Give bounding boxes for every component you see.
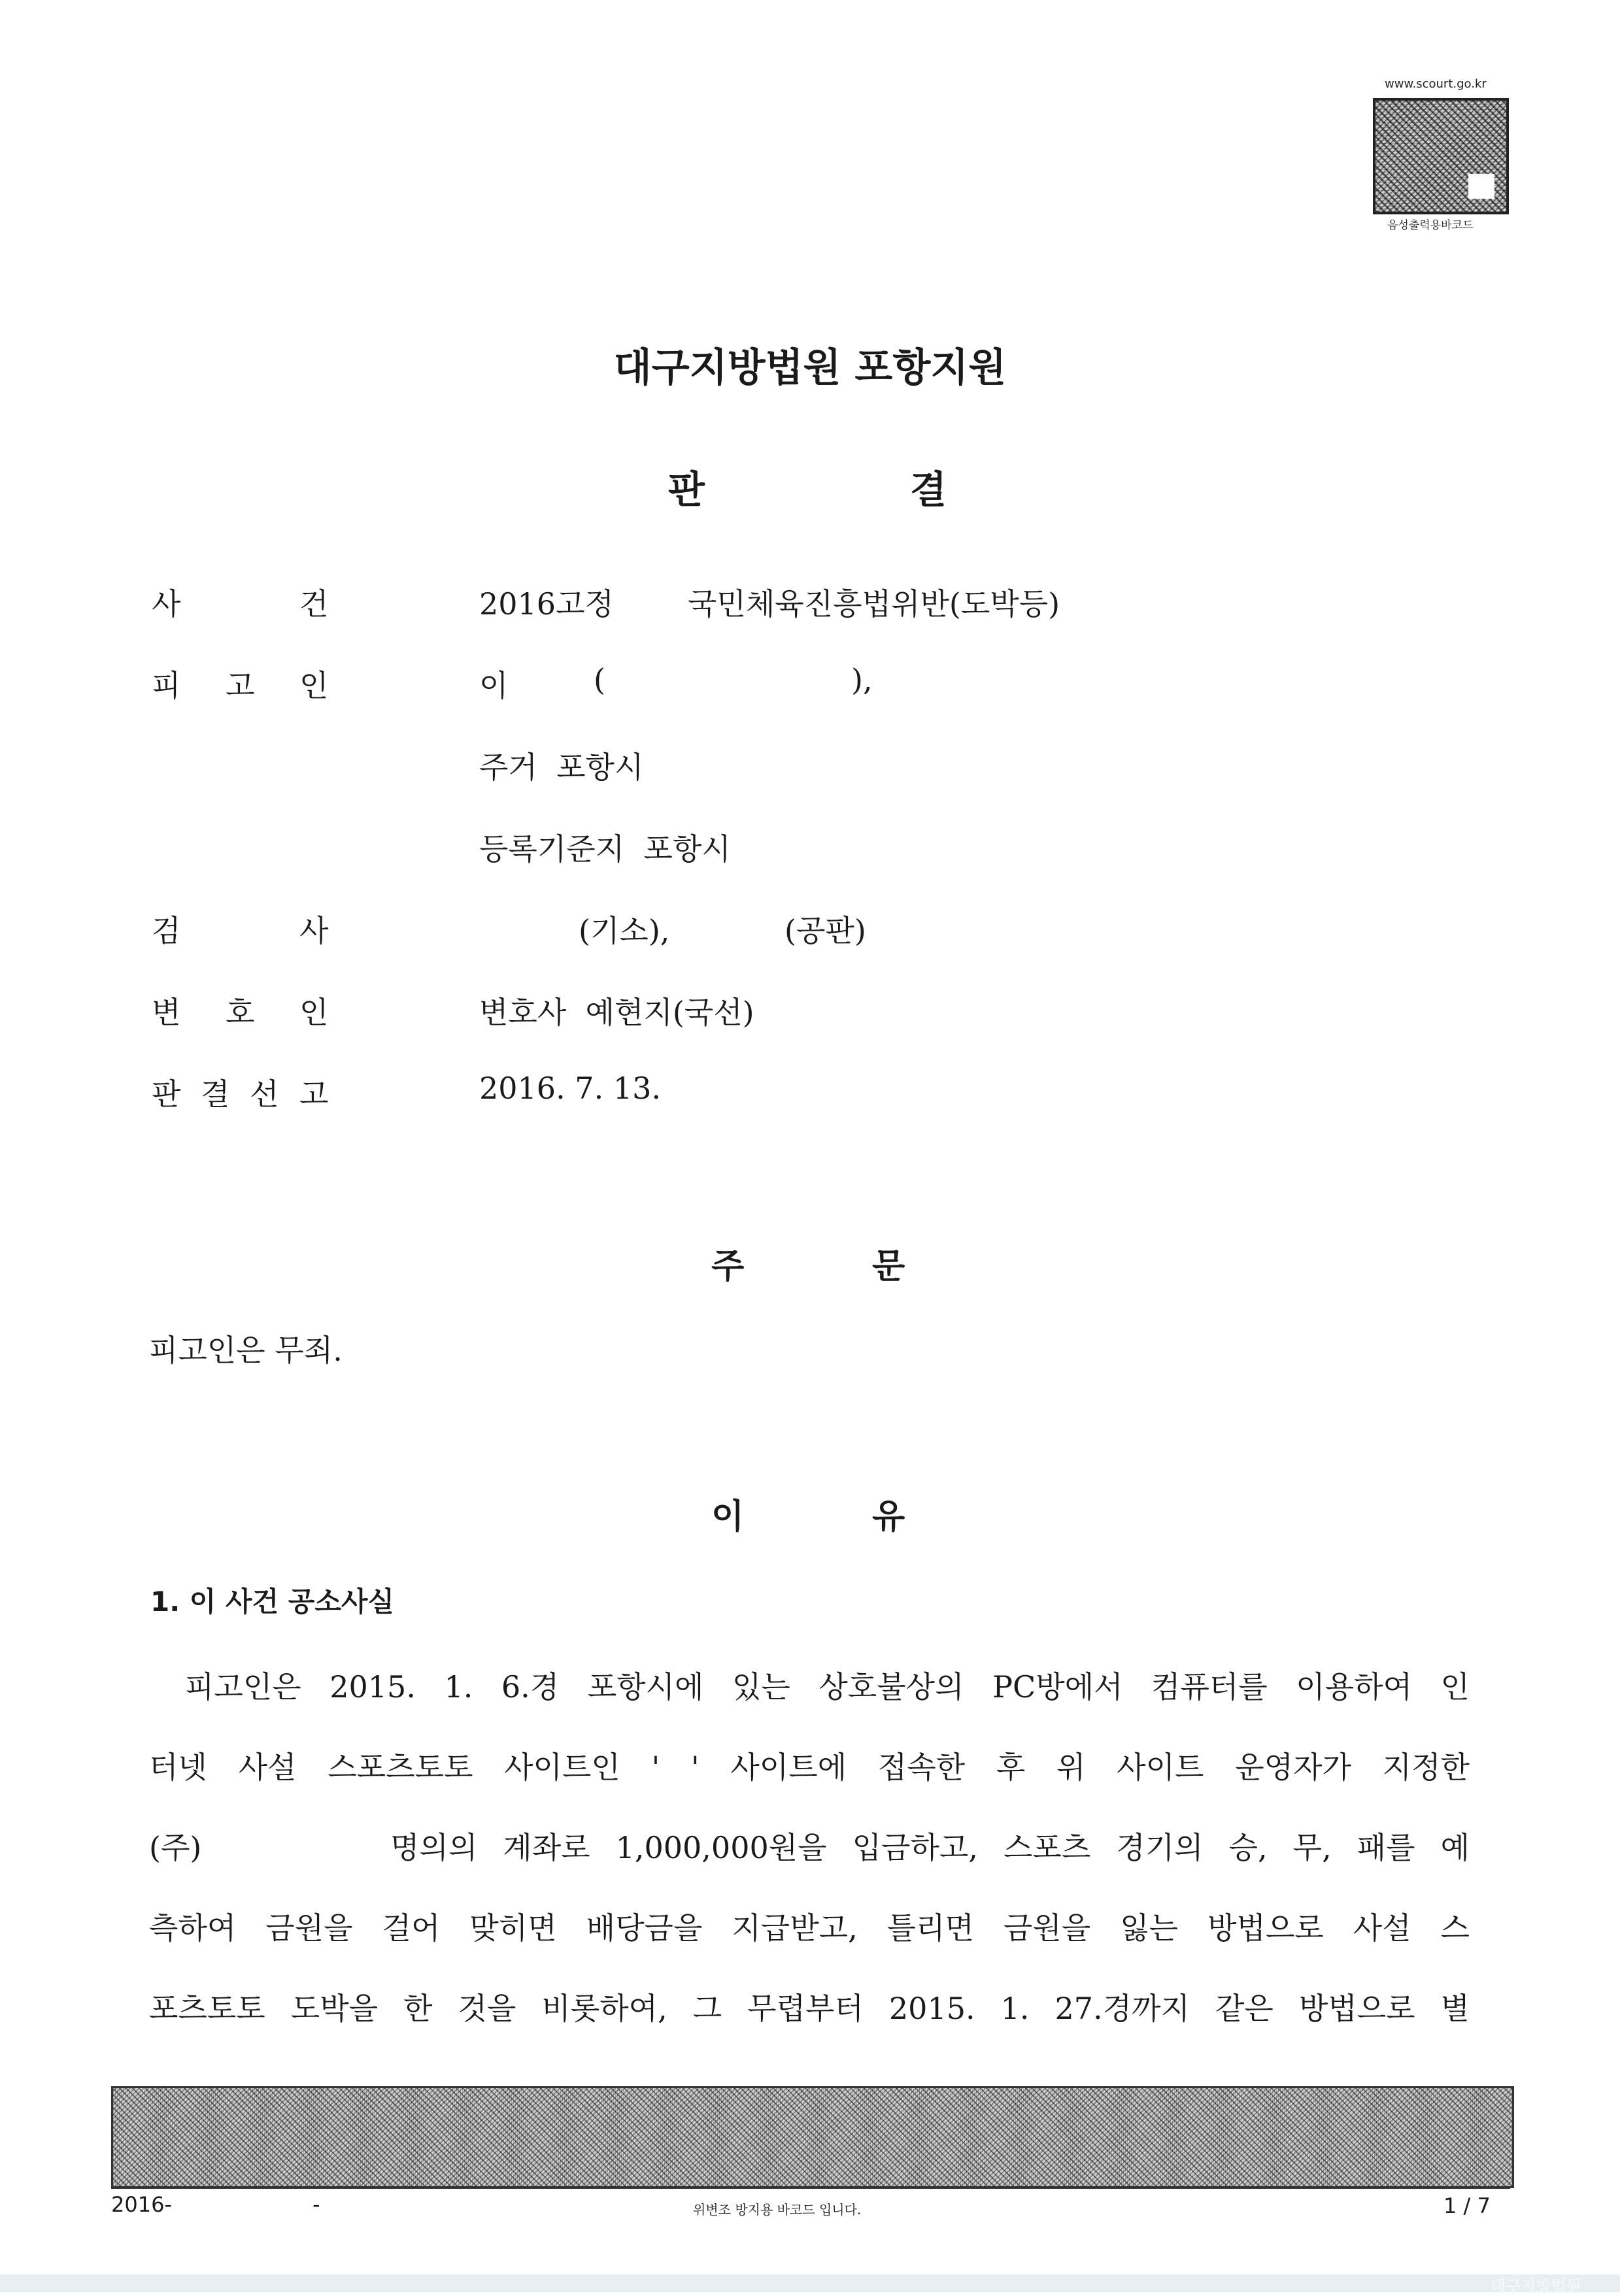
defendant-address: 주거 포항시 xyxy=(479,750,644,785)
court-stamp: 대구지방법원 xyxy=(1491,2277,1582,2295)
counsel-label-1: 변 xyxy=(152,995,181,1030)
defendant-paren-close: ), xyxy=(851,662,873,697)
body-line-4: 측하여 금원을 걸어 맞히면 배당금을 지급받고, 틀리면 금원을 잃는 방법으로 사설 스 xyxy=(149,1910,1470,1946)
order-heading-left: 주 xyxy=(711,1247,745,1286)
body-line-2: 터넷 사설 스포츠토토 사이트인 ' ' 사이트에 접속한 후 위 사이트 운영자가 지정한 xyxy=(149,1750,1470,1785)
reason-heading-right: 유 xyxy=(872,1497,905,1537)
reason-heading-left: 이 xyxy=(711,1497,745,1537)
section1-title: 1. 이 사건 공소사실 xyxy=(150,1586,395,1618)
verdict-date-value: 2016. 7. 13. xyxy=(479,1071,661,1106)
counsel-label-3: 인 xyxy=(299,995,329,1030)
defendant-label-1: 피 xyxy=(152,668,181,703)
footer-anti-forgery-text: 위변조 방지용 바코드 입니다. xyxy=(693,2202,862,2218)
case-number: 2016고정 xyxy=(479,586,614,622)
barcode-label: 음성출력용바코드 xyxy=(1387,219,1474,232)
doc-title-left: 판 xyxy=(668,467,705,512)
verdict-date-label-2: 결 xyxy=(201,1076,230,1112)
footer-case-dash: - xyxy=(312,2192,320,2217)
court-name: 대구지방법원 포항지원 xyxy=(613,345,1007,391)
bottom-scan-strip xyxy=(0,2274,1620,2292)
defendant-name: 이 xyxy=(479,668,509,703)
footer-divider xyxy=(111,2187,1510,2189)
prosecutor-label-1: 검 xyxy=(152,913,181,948)
body-line-3: 명의의 계좌로 1,000,000원을 입금하고, 스포츠 경기의 승, 무, 패를 예 xyxy=(390,1830,1470,1865)
footer-case-number: 2016- xyxy=(111,2192,172,2217)
site-url: www.scourt.go.kr xyxy=(1385,77,1487,91)
defendant-paren-open: ( xyxy=(594,662,605,697)
body-line-1: 피고인은 2015. 1. 6.경 포항시에 있는 상호불상의 PC방에서 컴퓨터를 이용하여 인 xyxy=(185,1669,1470,1705)
body-line-3-prefix: (주) xyxy=(149,1830,202,1865)
anti-forgery-barcode xyxy=(111,2086,1514,2188)
verdict-date-label-4: 고 xyxy=(299,1076,329,1112)
order-heading-right: 문 xyxy=(872,1247,905,1286)
counsel-value: 변호사 예현지(국선) xyxy=(479,995,754,1030)
case-label-1: 사 xyxy=(152,586,181,622)
defendant-registry: 등록기준지 포항시 xyxy=(479,831,731,867)
prosecutor-trial: (공판) xyxy=(785,913,866,948)
doc-title-right: 결 xyxy=(910,467,947,512)
prosecutor-label-2: 사 xyxy=(299,913,329,948)
order-text: 피고인은 무죄. xyxy=(149,1333,343,1368)
qr-code-icon xyxy=(1373,98,1509,214)
footer-page-number: 1 / 7 xyxy=(1443,2193,1491,2218)
verdict-date-label-1: 판 xyxy=(152,1076,181,1112)
defendant-label-2: 고 xyxy=(226,668,255,703)
body-line-5: 포츠토토 도박을 한 것을 비롯하여, 그 무렵부터 2015. 1. 27.경까지 같은 방법으로 별 xyxy=(149,1991,1470,2026)
case-description: 국민체육진흥법위반(도박등) xyxy=(688,586,1060,622)
case-label-2: 건 xyxy=(299,586,329,622)
counsel-label-2: 호 xyxy=(226,995,255,1030)
verdict-date-label-3: 선 xyxy=(250,1076,279,1112)
prosecutor-prosecution: (기소), xyxy=(579,913,670,948)
defendant-label-3: 인 xyxy=(299,668,329,703)
